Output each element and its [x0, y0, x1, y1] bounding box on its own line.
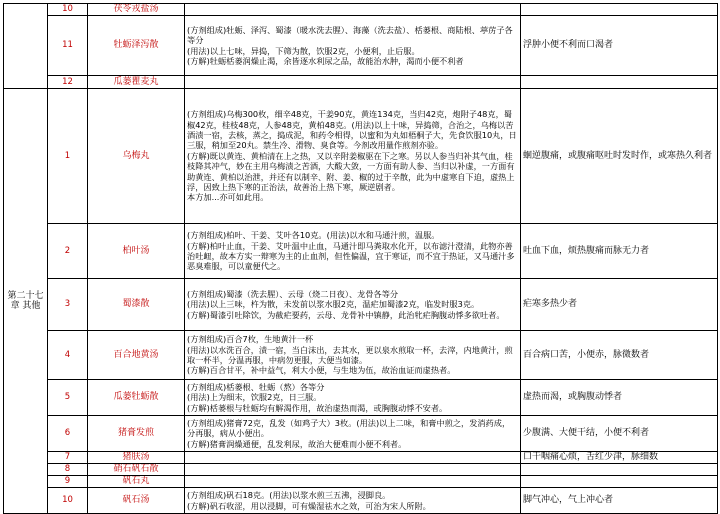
- table-row: [4, 16, 718, 76]
- formula-name: 柏叶汤: [88, 224, 185, 279]
- row-number: 3: [48, 279, 88, 331]
- formula-description: [185, 4, 521, 16]
- formula-name: 矾石丸: [88, 476, 185, 488]
- formula-description: (方剂组成)蜀漆（洗去腥）、云母（烧二日夜）、龙骨各等分 (用法)以上三味，杵为散，未发前以浆水服2克，温疟加蜀漆2克，临发时服3克。 (方解)蜀漆引吐除饮，为截疟要药，云母、龙骨补中镇静，此治牝疟胸腹动悸多欲吐者。: [185, 279, 521, 331]
- formula-description: [185, 76, 521, 89]
- table-row: [4, 224, 718, 279]
- formula-name: 百合地黄汤: [88, 331, 185, 380]
- chapter-label: 第二十七 章 其他: [4, 89, 48, 514]
- table-row: [4, 380, 718, 416]
- row-number: 7: [48, 452, 88, 464]
- formula-name: 乌梅丸: [88, 89, 185, 224]
- table-row: [4, 464, 718, 476]
- table-row: [4, 416, 718, 452]
- row-number: 10: [48, 4, 88, 16]
- formula-description: (方剂组成)乌梅300枚，细辛48克，干姜90克，黄连134克，当归42克，炮附子48克，蜀椒42克，桂枝48克，人参48克，黄柏48克。(用法)以上十味，异捣筛，合治之，乌梅以苦酒渍一宿，去核，蒸之，捣成泥，和药令相得，以蜜和为丸如梧桐子大，先食饮服10丸，日三服，稍加至20丸。禁生冷、滑物、臭食等。今剂改用量作煎剂亦验。 (方解)既以黄连、黄柏清在上之热，又以辛附姜椒驱在下之寒。另以人参当归补其气血，桂枝降其冲气，妙在主用乌梅渍之苦酒，大酸大敛，一方面有助人参、当归以补虚，一方面有助黄连、黄柏以治泄，并还有以制辛、附、姜、椒的过于辛散，此为中虚寒自下迫，虚热上浮，因致上热下寒的正治法，故善治上热下寒，厥逆剧者。 本方加...亦可如此用。: [185, 89, 521, 224]
- prescription-table: [3, 3, 718, 514]
- chapter-cell-prev: [4, 4, 48, 89]
- formula-name: 蜀漆散: [88, 279, 185, 331]
- formula-description: [185, 464, 521, 476]
- row-number: 10: [48, 488, 88, 514]
- row-number: 4: [48, 331, 88, 380]
- row-number: 6: [48, 416, 88, 452]
- formula-name: 矾石汤: [88, 488, 185, 514]
- formula-description: (方剂组成)百合7枚，生地黄汁一杯 (用法)以水洗百合，渍一宿，当白沫出，去其水，更以泉水煎取一杯，去滓，内地黄汁，煎取一杯半，分温再服，中病勿更服，大便当如漆。 (方解)百合甘平，补中益气，利大小便，与生地为伍，故治血证而虚热者。: [185, 331, 521, 380]
- indication: 脚气冲心，气上冲心者: [521, 488, 718, 514]
- formula-name: 牡蛎泽泻散: [88, 16, 185, 76]
- formula-description: (方剂组成)猪膏72克，乱发（如鸡子大）3枚。(用法)以上二味，和膏中煎之，发消药成，分再服，病从小便出。 (方解)猪膏润燥通便，乱发利尿，故治大便难而小便不利者。: [185, 416, 521, 452]
- formula-name: 瓜蒌瞿麦丸: [88, 76, 185, 89]
- formula-description: (方剂组成)栝蒌根、牡蛎（熬）各等分 (用法)上为细末，饮服2克，日三服。 (方解)栝蒌根与牡蛎均有解渴作用，故治虚热而渴，或胸腹动悸不安者。: [185, 380, 521, 416]
- table-row: [4, 279, 718, 331]
- formula-description: (方剂组成)柏叶、干姜、艾叶各10克。(用法)以水和马通汁煎，温服。 (方解)柏叶止血，干姜、艾叶温中止血，马通汁即马粪取水化开，以布滤汁澄清，此物亦善治吐衄，故本方实一辩寒为主的止血剂，但性偏温，宜于寒证，而不宜于热证，又马通汁多恶臭难服，可以童便代之。: [185, 224, 521, 279]
- indication: 蛔逆腹痛，或腹痛呕吐时发时作，或寒热久利者: [521, 89, 718, 224]
- row-number: 11: [48, 16, 88, 76]
- indication: [521, 76, 718, 89]
- formula-description: (方剂组成)矾石18克。(用法)以浆水煎三五沸，浸脚良。 (方解)矾石收涩，用以浸脚，可有燥湿祛水之效，可治为宋人所附。: [185, 488, 521, 514]
- indication: 浮肿小便不利而口渴者: [521, 16, 718, 76]
- row-number: 8: [48, 464, 88, 476]
- row-number: 5: [48, 380, 88, 416]
- formula-description: [185, 452, 521, 464]
- formula-name: 猪膏发煎: [88, 416, 185, 452]
- table-row: [4, 331, 718, 380]
- table-row: [4, 4, 718, 16]
- indication: [521, 476, 718, 488]
- indication: 少腹满、大便干结，小便不利者: [521, 416, 718, 452]
- formula-name: 猪肤汤: [88, 452, 185, 464]
- indication: [521, 4, 718, 16]
- row-number: 2: [48, 224, 88, 279]
- row-number: 9: [48, 476, 88, 488]
- indication: 吐血下血，烦热腹痛而脉无力者: [521, 224, 718, 279]
- row-number: 12: [48, 76, 88, 89]
- table-row: [4, 488, 718, 514]
- formula-name: 瓜蒌牡蛎散: [88, 380, 185, 416]
- formula-description: [185, 476, 521, 488]
- formula-description: (方剂组成)牡蛎、泽泻、蜀漆（暖水洗去腥）、海藻（洗去盐）、栝蒌根、商陆根、葶苈子各等分 (用法)以上七味，异捣，下筛为散，饮服2克，小便利，止后服。 (方解)牡蛎栝蒌润燥止渴，余皆逐水利尿之品，故能治水肿，渴而小便不利者: [185, 16, 521, 76]
- indication: 虚热而渴，或胸腹动悸者: [521, 380, 718, 416]
- indication: 疟寒多热少者: [521, 279, 718, 331]
- indication: 百合病口苦，小便赤，脉微数者: [521, 331, 718, 380]
- table-row: [4, 89, 718, 224]
- table-row: [4, 452, 718, 464]
- table-row: [4, 476, 718, 488]
- indication: 口干咽痛心烦，舌红少津，脉细数: [521, 452, 718, 464]
- row-number: 1: [48, 89, 88, 224]
- table-row: [4, 76, 718, 89]
- formula-name: 茯苓戎盐汤: [88, 4, 185, 16]
- formula-name: 硝石矾石散: [88, 464, 185, 476]
- indication: [521, 464, 718, 476]
